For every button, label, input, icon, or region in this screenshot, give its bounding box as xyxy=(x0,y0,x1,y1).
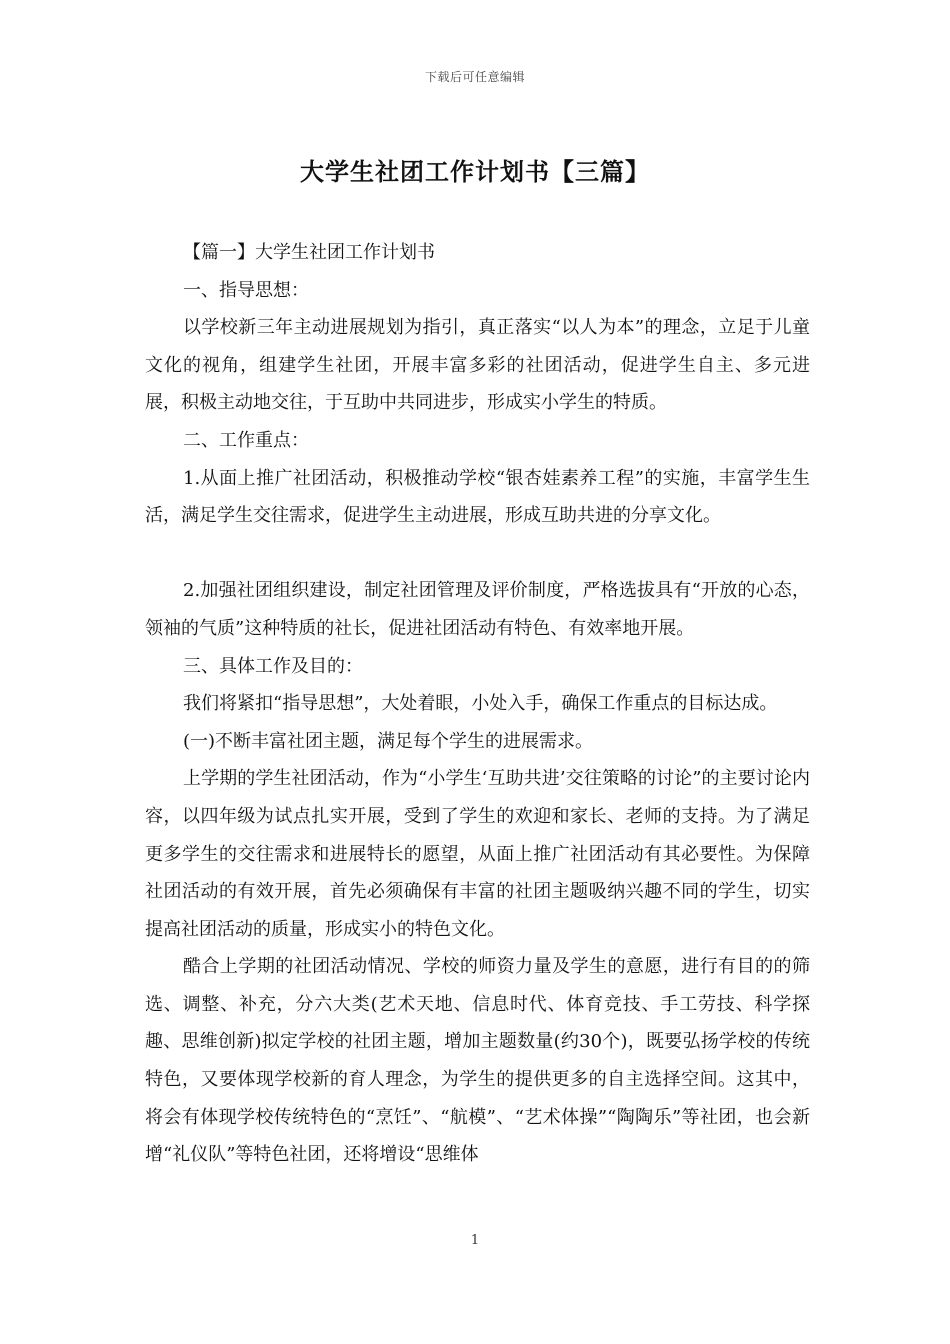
paragraph: 上学期的学生社团活动，作为“小学生‘互助共进’交往策略的讨论”的主要讨论内容，以四年级为试点扎实开展，受到了学生的欢迎和家长、老师的支持。为了满足更多学生的交往需求和进展特长的愿望，从面上推广社团活动有其必要性。为保障社团活动的有效开展，首先必须确保有丰富的社团主题吸纳兴趣不同的学生，切实提高社团活动的质量，形成实小的特色文化。 xyxy=(145,768,810,940)
paragraph: 我们将紧扣“指导思想”，大处着眼，小处入手，确保工作重点的目标达成。 xyxy=(183,693,778,715)
header-note: 下载后可任意编辑 xyxy=(424,70,525,84)
subheading: (一)不断丰富社团主题，满足每个学生的进展需求。 xyxy=(183,730,594,752)
paragraph: 酷合上学期的社团活动情况、学校的师资力量及学生的意愿，进行有目的的筛选、调整、补充，分六大类(艺术天地、信息时代、体育竞技、手工劳技、科学探趣、思维创新)拟定学校的社团主题，增加主题数量(约30个)，既要弘扬学校的传统特色，又要体现学校新的育人理念，为学生的提供更多的自主选择空间。这其中，将会有体现学校传统特色的“烹饪”、“航模”、“艺术体操”“陶陶乐”等社团，也会新增“礼仪队”等特色社团，还将增设“思维体 xyxy=(145,956,810,1166)
paragraph: 2.加强社团组织建设，制定社团管理及评价制度，严格选拔具有“开放的心态，领袖的气质”这种特质的社长，促进社团活动有特色、有效率地开展。 xyxy=(145,580,810,639)
paragraph: 1.从面上推广社团活动，积极推动学校“银杏娃素养工程”的实施，丰富学生生活，满足学生交往需求，促进学生主动进展，形成互助共进的分享文化。 xyxy=(145,467,810,527)
page-number: 1 xyxy=(470,1233,480,1248)
document-title: 大学生社团工作计划书【三篇】 xyxy=(300,158,650,186)
section-heading: 【篇一】大学生社团工作计划书 xyxy=(183,242,435,263)
document-body xyxy=(145,234,810,1174)
subheading: 一、指导思想： xyxy=(183,279,309,301)
subheading: 二、工作重点： xyxy=(183,429,309,451)
paragraph: 以学校新三年主动进展规划为指引，真正落实“以人为本”的理念，立足于儿童文化的视角，组建学生社团，开展丰富多彩的社团活动，促进学生自主、多元进展，积极主动地交往，于互助中共同进步，形成实小学生的特质。 xyxy=(145,317,810,414)
subheading: 三、具体工作及目的： xyxy=(183,655,363,677)
